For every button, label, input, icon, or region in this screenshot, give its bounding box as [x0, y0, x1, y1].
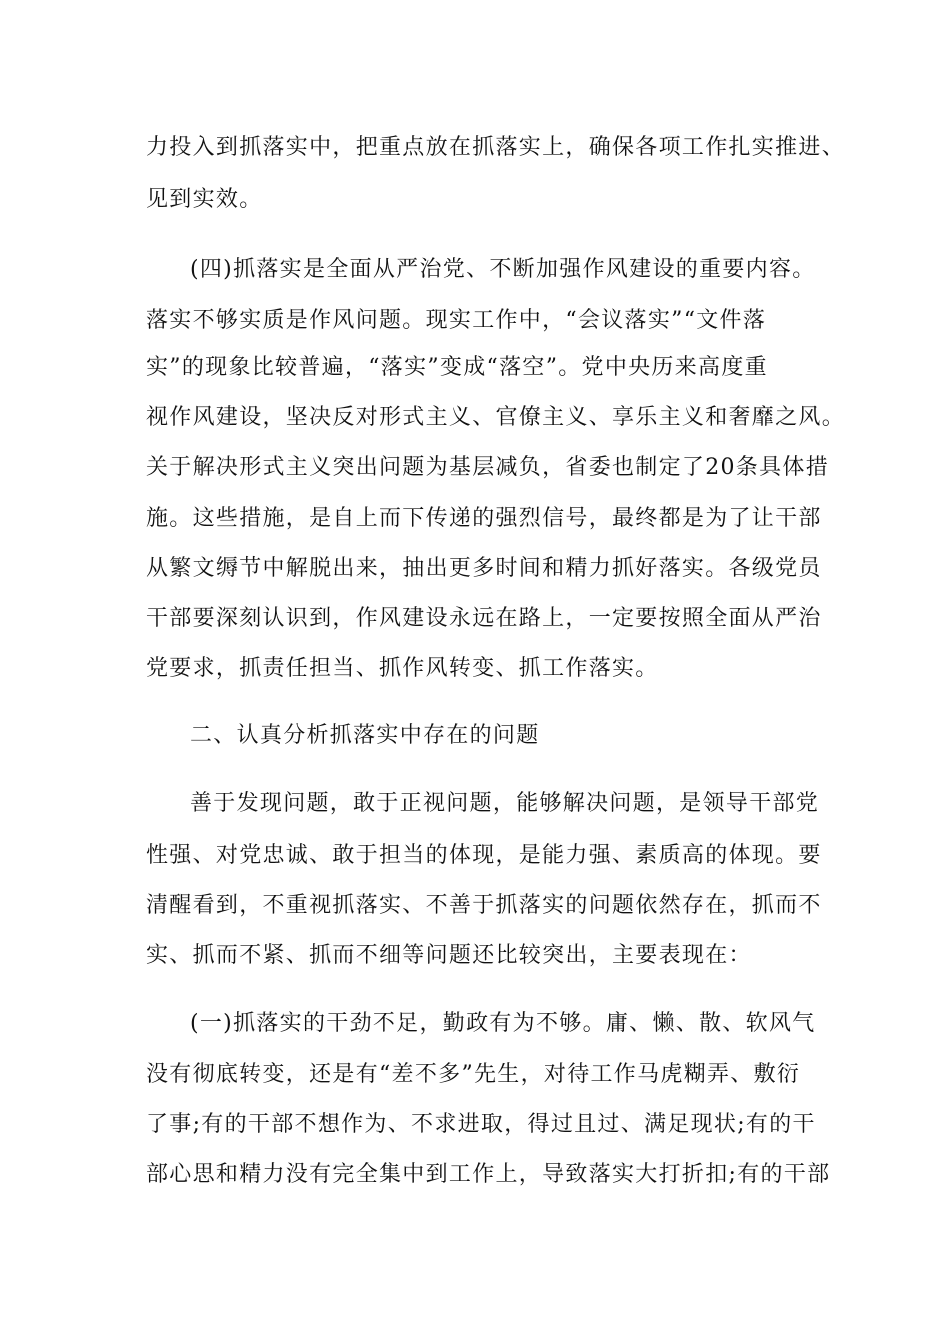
text-line: 清醒看到，不重视抓落实、不善于抓落实的问题依然存在，抓而不 — [146, 893, 822, 918]
text-line: 党要求，抓责任担当、抓作风转变、抓工作落实。 — [146, 656, 659, 681]
text-line: 见到实效。 — [146, 187, 263, 212]
text-line: 力投入到抓落实中，把重点放在抓落实上，确保各项工作扎实推进、 — [146, 135, 846, 160]
text-line: 落实不够实质是作风问题。现实工作中，“会议落实”“文件落 — [146, 308, 767, 333]
text-line: 从繁文缛节中解脱出来，抽出更多时间和精力抓好落实。各级党员 — [146, 556, 822, 581]
text-line: 了事;有的干部不想作为、不求进取，得过且过、满足现状;有的干 — [146, 1112, 816, 1137]
text-line: 施。这些措施，是自上而下传递的强烈信号，最终都是为了让干部 — [146, 506, 822, 531]
text-line: 性强、对党忠诚、敢于担当的体现，是能力强、素质高的体现。要 — [146, 843, 822, 868]
text-line: 关于解决形式主义突出问题为基层减负，省委也制定了20条具体措 — [146, 455, 829, 480]
paragraph-heading-1: (一)抓落实的干劲不足，勤政有为不够。庸、懒、散、软风气 — [190, 1011, 816, 1036]
text-line: 部心思和精力没有完全集中到工作上，导致落实大打折扣;有的干部 — [146, 1162, 831, 1187]
text-line: 没有彻底转变，还是有“差不多”先生，对待工作马虎糊弄、敷衍 — [146, 1062, 801, 1087]
paragraph-heading-4: (四)抓落实是全面从严治党、不断加强作风建设的重要内容。 — [190, 257, 816, 282]
text-line: 善于发现问题，敢于正视问题，能够解决问题，是领导干部党 — [190, 791, 820, 816]
section-heading: 二、认真分析抓落实中存在的问题 — [190, 723, 540, 748]
text-line: 实、抓而不紧、抓而不细等问题还比较突出，主要表现在： — [146, 943, 752, 968]
text-line: 干部要深刻认识到，作风建设永远在路上，一定要按照全面从严治 — [146, 606, 822, 631]
text-line: 视作风建设，坚决反对形式主义、官僚主义、享乐主义和奢靡之风。 — [146, 405, 846, 430]
text-line: 实”的现象比较普遍，“落实”变成“落空”。党中央历来高度重 — [146, 355, 768, 380]
